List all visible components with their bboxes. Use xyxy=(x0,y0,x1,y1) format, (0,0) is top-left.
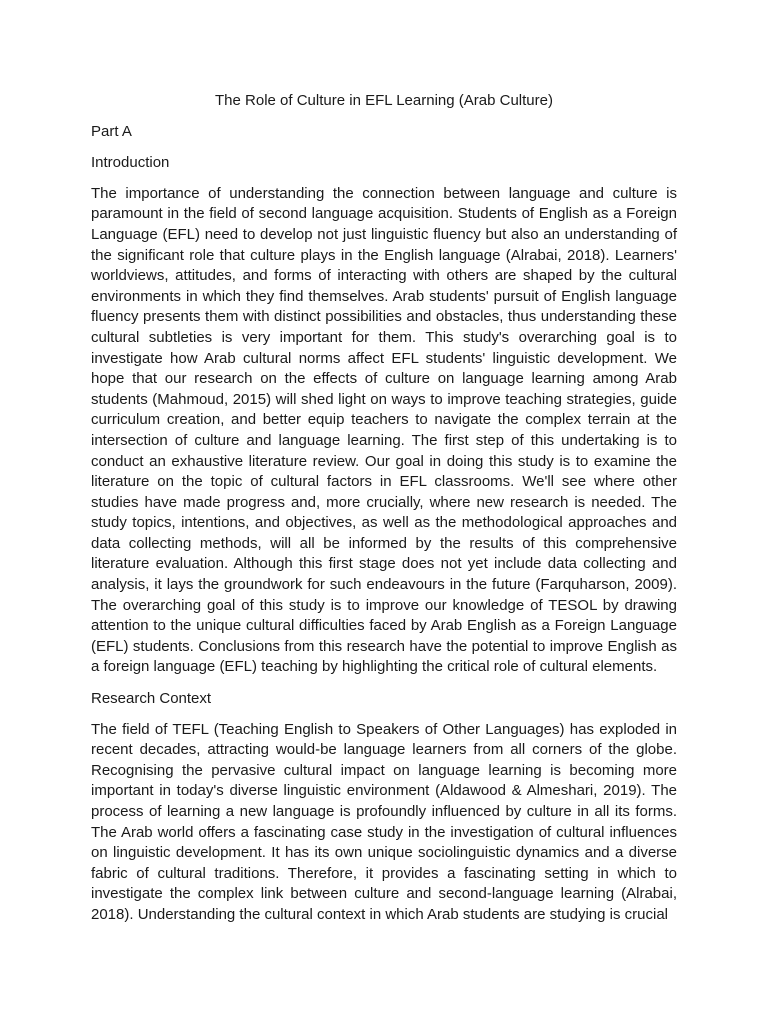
document-page xyxy=(91,91,677,936)
section-heading-research-context: Research Context xyxy=(91,689,212,707)
section-heading-introduction: Introduction xyxy=(91,153,170,171)
part-heading: Part A xyxy=(91,122,132,140)
document-title: The Role of Culture in EFL Learning (Arab Culture) xyxy=(215,92,553,109)
introduction-paragraph: The importance of understanding the connection between language and culture is paramount in the field of second language acquisition. Students of English as a Foreign Language (EFL) need to develop not just linguistic fluency but also an understanding of the significant role that culture plays in the English language (Alrabai, 2018). Learners' worldviews, attitudes, and forms of interacting with others are shaped by the cultural environments in which they find themselves. Arab students' pursuit of English language fluency presents them with distinct possibilities and obstacles, thus understanding these cultural subtleties is very important for them. This study's overarching goal is to investigate how Arab cultural norms affect EFL students' linguistic development. We hope that our research on the effects of culture on language learning among Arab students (Mahmoud, 2015) will shed light on ways to improve teaching strategies, guide curriculum creation, and better equip teachers to navigate the complex terrain at the intersection of culture and language learning. The first step of this undertaking is to conduct an exhaustive literature review. Our goal in doing this study is to examine the literature on the topic of cultural factors in EFL classrooms. We'll see where other studies have made progress and, more crucially, where new research is needed. The study topics, intentions, and objectives, as well as the methodological approaches and data collecting methods, will all be informed by the results of this comprehensive literature evaluation. Although this first stage does not yet include data collecting and analysis, it lays the groundwork for such endeavours in the future (Farquharson, 2009). The overarching goal of this study is to improve our knowledge of TESOL by drawing attention to the unique cultural difficulties faced by Arab English as a Foreign Language (EFL) students. Conclusions from this research have the potential to improve English as a foreign language (EFL) teaching by highlighting the critical role of cultural elements. xyxy=(91,184,677,676)
research-context-paragraph: The field of TEFL (Teaching English to Speakers of Other Languages) has exploded in recent decades, attracting would-be language learners from all corners of the globe. Recognising the pervasive cultural impact on language learning is becoming more important in today's diverse linguistic environment (Aldawood & Almeshari, 2019). The process of learning a new language is profoundly influenced by culture in all its forms. The Arab world offers a fascinating case study in the investigation of cultural influences on linguistic development. It has its own unique sociolinguistic dynamics and a diverse fabric of cultural traditions. Therefore, it provides a fascinating setting in which to investigate the complex link between culture and second-language learning (Alrabai, 2018). Understanding the cultural context in which Arab students are studying is crucial xyxy=(91,720,677,923)
